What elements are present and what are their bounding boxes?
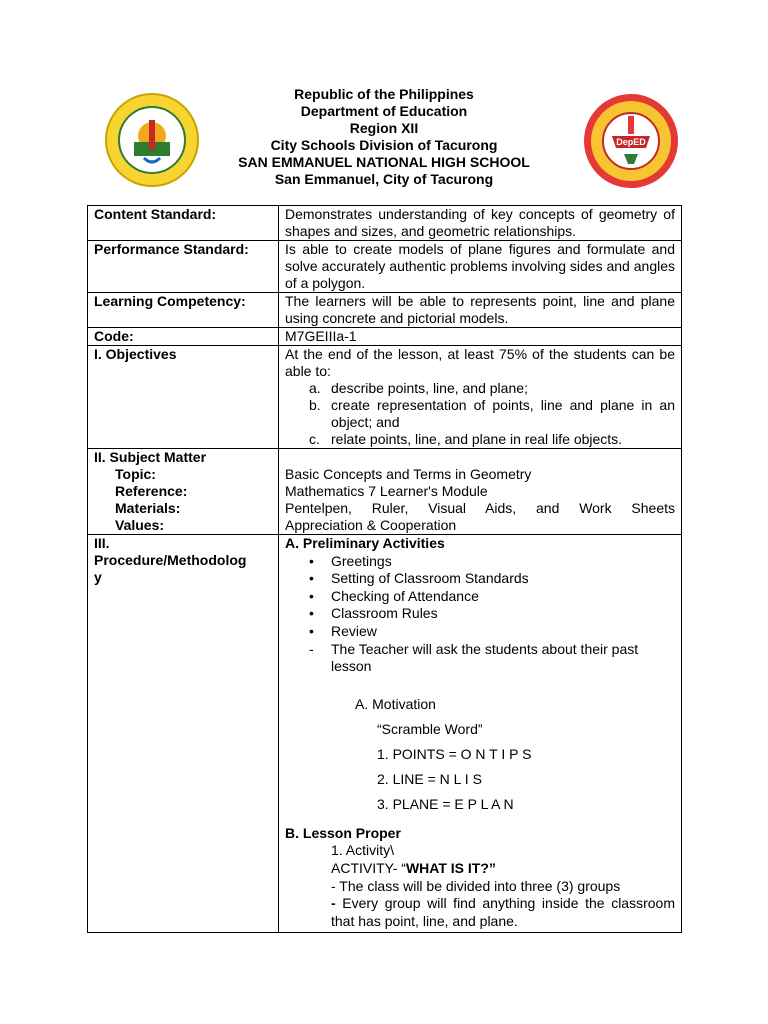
scramble-item: 2. LINE = N L I S (377, 770, 482, 787)
activity-line: 1. Activity\ (331, 842, 395, 859)
scramble-item: 1. POINTS = O N T I P S (377, 745, 532, 762)
objectives-intro: At the end of the lesson, at least 75% of the students can be able to: (285, 346, 675, 379)
values-value: Appreciation & Cooperation (285, 517, 457, 533)
procedure-label-cell (88, 535, 279, 933)
objectives-label: I. Objectives (88, 346, 279, 449)
division-seal-logo (104, 92, 200, 188)
row-objectives (88, 346, 682, 449)
every-group-dash: - (331, 895, 336, 912)
reference-value: Mathematics 7 Learner's Module (285, 483, 488, 499)
header-line-school: SAN EMMANUEL NATIONAL HIGH SCHOOL (238, 154, 530, 170)
values-label: Values: (115, 517, 165, 533)
dash-marker: - (309, 640, 314, 657)
subject-matter-cell (279, 449, 682, 535)
performance-standard-value: Is able to create models of plane figures and formulate and solve accurately authentic problems involving sides and angles of a polygon. (279, 241, 682, 293)
bullet-icon: • (309, 605, 314, 622)
bullet-icon: • (309, 570, 314, 587)
objective-marker: b. (309, 397, 321, 413)
preliminary-item (309, 587, 675, 606)
header-line-division: City Schools Division of Tacurong (270, 137, 498, 153)
lesson-plan-table (87, 205, 682, 933)
objective-marker: c. (309, 431, 320, 447)
objective-text: create representation of points, line and plane in an object; and (331, 397, 675, 430)
preliminary-item-text: Greetings (331, 552, 392, 569)
learning-competency-value: The learners will be able to represents point, line and plane using concrete and pictorial models. (279, 293, 682, 328)
spacer (285, 676, 675, 692)
code-value: M7GEIIIa-1 (279, 328, 682, 346)
objectives-cell (279, 346, 682, 449)
activity-name: WHAT IS IT?” (405, 859, 496, 876)
objectives-list (285, 380, 675, 448)
objective-item (309, 397, 675, 431)
row-subject-matter (88, 449, 682, 535)
procedure-label-line3: y (94, 569, 102, 585)
header-line-region: Region XII (349, 120, 419, 136)
topic-label: Topic: (115, 466, 156, 482)
preliminary-item (309, 605, 675, 623)
preliminary-item-text: Setting of Classroom Standards (331, 570, 529, 587)
subject-matter-blank (285, 449, 675, 466)
preliminary-item-text: Classroom Rules (331, 605, 438, 622)
class-divided-text: - The class will be divided into three (3) groups (331, 877, 621, 894)
preliminary-item (309, 622, 675, 641)
every-group-text (285, 895, 675, 932)
objective-marker: a. (309, 380, 321, 396)
spacer (285, 817, 675, 825)
reference-label: Reference: (115, 483, 188, 499)
school-seal-logo (582, 92, 680, 190)
preliminary-activities-list (285, 553, 675, 676)
materials-label: Materials: (115, 500, 181, 516)
motivation-game: “Scramble Word” (377, 720, 483, 737)
activity-title (285, 860, 675, 878)
preliminary-dash-item (309, 640, 675, 676)
bullet-icon: • (309, 587, 314, 604)
learning-competency-label: Learning Competency: (88, 293, 279, 328)
preliminary-item-text: Review (331, 622, 377, 639)
objective-item (309, 431, 675, 448)
svg-text:DepED: DepED (616, 137, 646, 147)
code-label: Code: (88, 328, 279, 346)
header-line-address: San Emmanuel, City of Tacurong (274, 171, 494, 187)
row-code (88, 328, 682, 346)
procedure-label-line1: III. (94, 535, 110, 551)
objective-text: describe points, line, and plane; (331, 380, 528, 396)
subject-matter-label: II. Subject Matter (94, 449, 207, 465)
preliminary-item (309, 570, 675, 588)
objective-text: relate points, line, and plane in real life objects. (331, 431, 623, 447)
preliminary-activities-title: A. Preliminary Activities (285, 535, 445, 551)
scramble-item: 3. PLANE = E P L A N (377, 795, 514, 812)
bullet-icon: • (309, 552, 314, 569)
procedure-label-line2: Procedure/Methodolog (94, 552, 247, 568)
performance-standard-label: Performance Standard: (88, 241, 279, 293)
row-learning-competency (88, 293, 682, 328)
activity-prefix: ACTIVITY- “ (331, 859, 406, 876)
preliminary-item-text: Checking of Attendance (331, 587, 479, 604)
motivation-title: A. Motivation (355, 695, 436, 712)
materials-value: Pentelpen, Ruler, Visual Aids, and Work Sheets (285, 500, 675, 516)
procedure-cell (279, 535, 682, 933)
subject-matter-label-cell (88, 449, 279, 535)
lesson-proper-title: B. Lesson Proper (285, 824, 401, 841)
row-content-standard (88, 206, 682, 241)
content-standard-value: Demonstrates understanding of key concepts of geometry of shapes and sizes, and geometric relationships. (279, 206, 682, 241)
every-group-body: Every group will find anything inside the classroom that has point, line, and plane. (331, 895, 675, 929)
dash-item-text: The Teacher will ask the students about their past lesson (331, 640, 639, 675)
header-line-department: Department of Education (300, 103, 468, 119)
bullet-icon: • (309, 622, 314, 639)
objective-item (309, 380, 675, 397)
row-performance-standard (88, 241, 682, 293)
topic-value: Basic Concepts and Terms in Geometry (285, 466, 532, 482)
content-standard-label: Content Standard: (88, 206, 279, 241)
preliminary-item (309, 552, 675, 571)
header-line-republic: Republic of the Philippines (294, 86, 474, 102)
row-procedure (88, 535, 682, 933)
